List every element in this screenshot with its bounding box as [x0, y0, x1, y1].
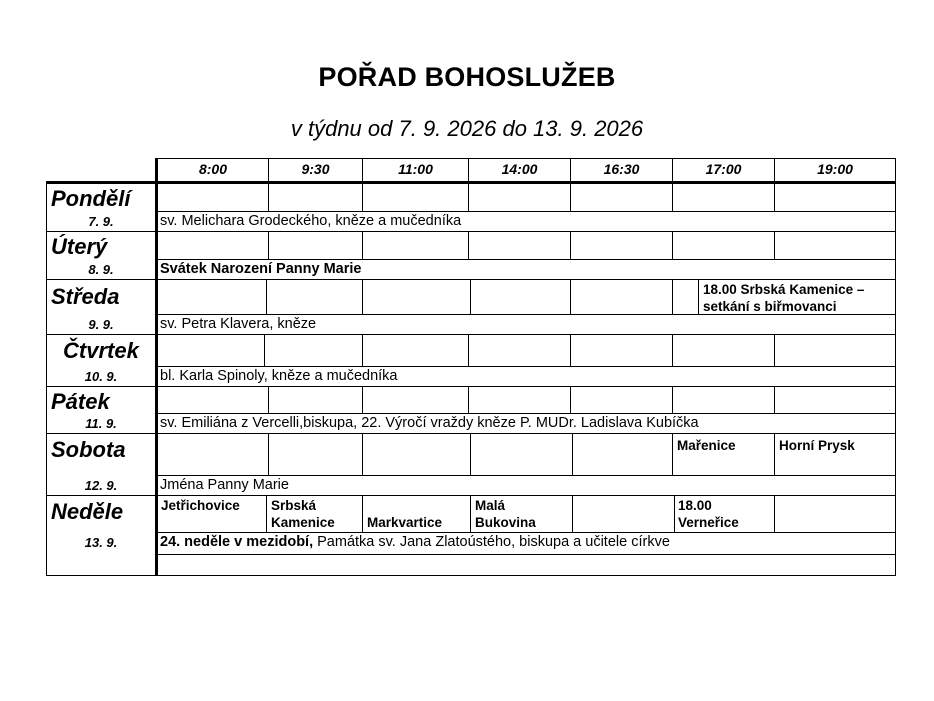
- page-subtitle: v týdnu od 7. 9. 2026 do 13. 9. 2026: [290, 116, 644, 141]
- table-line: [468, 183, 469, 211]
- table-line: [774, 231, 775, 259]
- table-line: [266, 495, 267, 532]
- table-line: [362, 433, 363, 475]
- table-line: [570, 231, 571, 259]
- event-line: Srbská: [271, 498, 317, 513]
- table-line: [572, 495, 573, 532]
- feast-note: Jména Panny Marie: [160, 477, 289, 493]
- table-line: [774, 433, 775, 475]
- table-line: [156, 532, 896, 533]
- table-line: [46, 386, 896, 387]
- event-line: Malá: [475, 498, 506, 513]
- day-name: Neděle: [51, 499, 124, 524]
- table-line: [468, 386, 469, 413]
- table-line: [470, 433, 471, 475]
- time-header: 8:00: [198, 161, 228, 177]
- table-line: [698, 279, 699, 314]
- table-line: [46, 495, 896, 496]
- table-line: [774, 386, 775, 413]
- table-line: [362, 334, 363, 366]
- table-line: [264, 334, 265, 366]
- table-line: [570, 183, 571, 211]
- day-name: Středa: [51, 284, 120, 309]
- table-line: [672, 279, 673, 314]
- event-cell: Markvartice: [367, 515, 443, 530]
- table-line: [268, 433, 269, 475]
- day-date: 7. 9.: [88, 214, 114, 229]
- table-line: [46, 181, 896, 184]
- event-line: 18.00 Srbská Kamenice –: [703, 282, 865, 297]
- table-line: [362, 495, 363, 532]
- table-line: [362, 231, 363, 259]
- feast-note: [160, 534, 670, 550]
- day-date: 12. 9.: [84, 478, 118, 493]
- table-line: [156, 158, 896, 159]
- page-title: POŘAD BOHOSLUŽEB: [318, 62, 616, 92]
- table-line: [156, 366, 896, 367]
- table-line: [672, 433, 673, 475]
- event-cell: [475, 497, 536, 531]
- table-line: [470, 279, 471, 314]
- table-line: [468, 231, 469, 259]
- day-name: Sobota: [51, 437, 126, 462]
- table-line: [268, 183, 269, 211]
- time-header: 17:00: [705, 161, 742, 177]
- table-line: [362, 386, 363, 413]
- feast-note: Svátek Narození Panny Marie: [160, 261, 362, 277]
- day-date: 9. 9.: [88, 317, 114, 332]
- table-line: [156, 554, 896, 555]
- table-line: [266, 279, 267, 314]
- table-line: [46, 433, 896, 434]
- table-line: [470, 495, 471, 532]
- table-line: [46, 231, 896, 232]
- table-line: [672, 183, 673, 211]
- time-header: 9:30: [301, 161, 330, 177]
- day-name: Pondělí: [51, 186, 131, 211]
- event-cell: Horní Prysk: [779, 438, 855, 453]
- time-header: 19:00: [817, 161, 853, 177]
- event-cell: [678, 497, 739, 531]
- table-line: [46, 334, 896, 335]
- table-line: [156, 211, 896, 212]
- day-name: Čtvrtek: [63, 338, 139, 363]
- feast-note-bold: 24. neděle v mezidobí,: [160, 534, 314, 550]
- table-line: [672, 334, 673, 366]
- table-line: [46, 575, 896, 576]
- table-line: [156, 413, 896, 414]
- event-cell: Jetřichovice: [161, 498, 240, 513]
- table-line: [362, 279, 363, 314]
- time-header: 16:30: [603, 161, 640, 177]
- feast-note: sv. Petra Klavera, kněze: [160, 316, 317, 332]
- table-line: [268, 231, 269, 259]
- event-line: 18.00: [678, 498, 712, 513]
- event-line: Kamenice: [271, 515, 335, 530]
- table-line: [468, 334, 469, 366]
- event-line: Bukovina: [475, 515, 536, 530]
- day-date: 8. 9.: [88, 262, 114, 277]
- table-line: [156, 475, 896, 476]
- event-line: setkání s biřmovanci: [703, 299, 837, 314]
- feast-note-rest: Památka sv. Jana Zlatoústého, biskupa a učitele církve: [313, 534, 670, 550]
- feast-note: sv. Emiliána z Vercelli,biskupa, 22. Výročí vraždy kněze P. MUDr. Ladislava Kubíčka: [160, 415, 699, 431]
- table-line: [895, 158, 896, 576]
- feast-note: bl. Karla Spinoly, kněze a mučedníka: [160, 368, 398, 384]
- event-cell: Mařenice: [677, 438, 736, 453]
- table-line: [268, 386, 269, 413]
- day-date: 11. 9.: [85, 416, 117, 431]
- time-header: 11:00: [398, 161, 433, 177]
- table-line: [570, 334, 571, 366]
- time-header: 14:00: [501, 161, 538, 177]
- table-line: [672, 231, 673, 259]
- table-line: [674, 495, 675, 532]
- table-line: [156, 259, 896, 260]
- day-name: Pátek: [51, 389, 110, 414]
- event-cell: [703, 281, 864, 315]
- table-line: [774, 334, 775, 366]
- day-name: Úterý: [51, 234, 108, 259]
- table-line: [774, 495, 775, 532]
- event-line: Verneřice: [678, 515, 739, 530]
- event-cell: [271, 497, 335, 531]
- table-line: [672, 386, 673, 413]
- table-line: [572, 433, 573, 475]
- table-line: [570, 386, 571, 413]
- day-date: 13. 9.: [84, 535, 118, 550]
- table-line: [362, 183, 363, 211]
- table-line: [774, 183, 775, 211]
- day-date: 10. 9.: [84, 369, 118, 384]
- table-line: [46, 279, 896, 280]
- feast-note: sv. Melichara Grodeckého, kněze a mučedníka: [160, 213, 462, 229]
- table-line: [570, 279, 571, 314]
